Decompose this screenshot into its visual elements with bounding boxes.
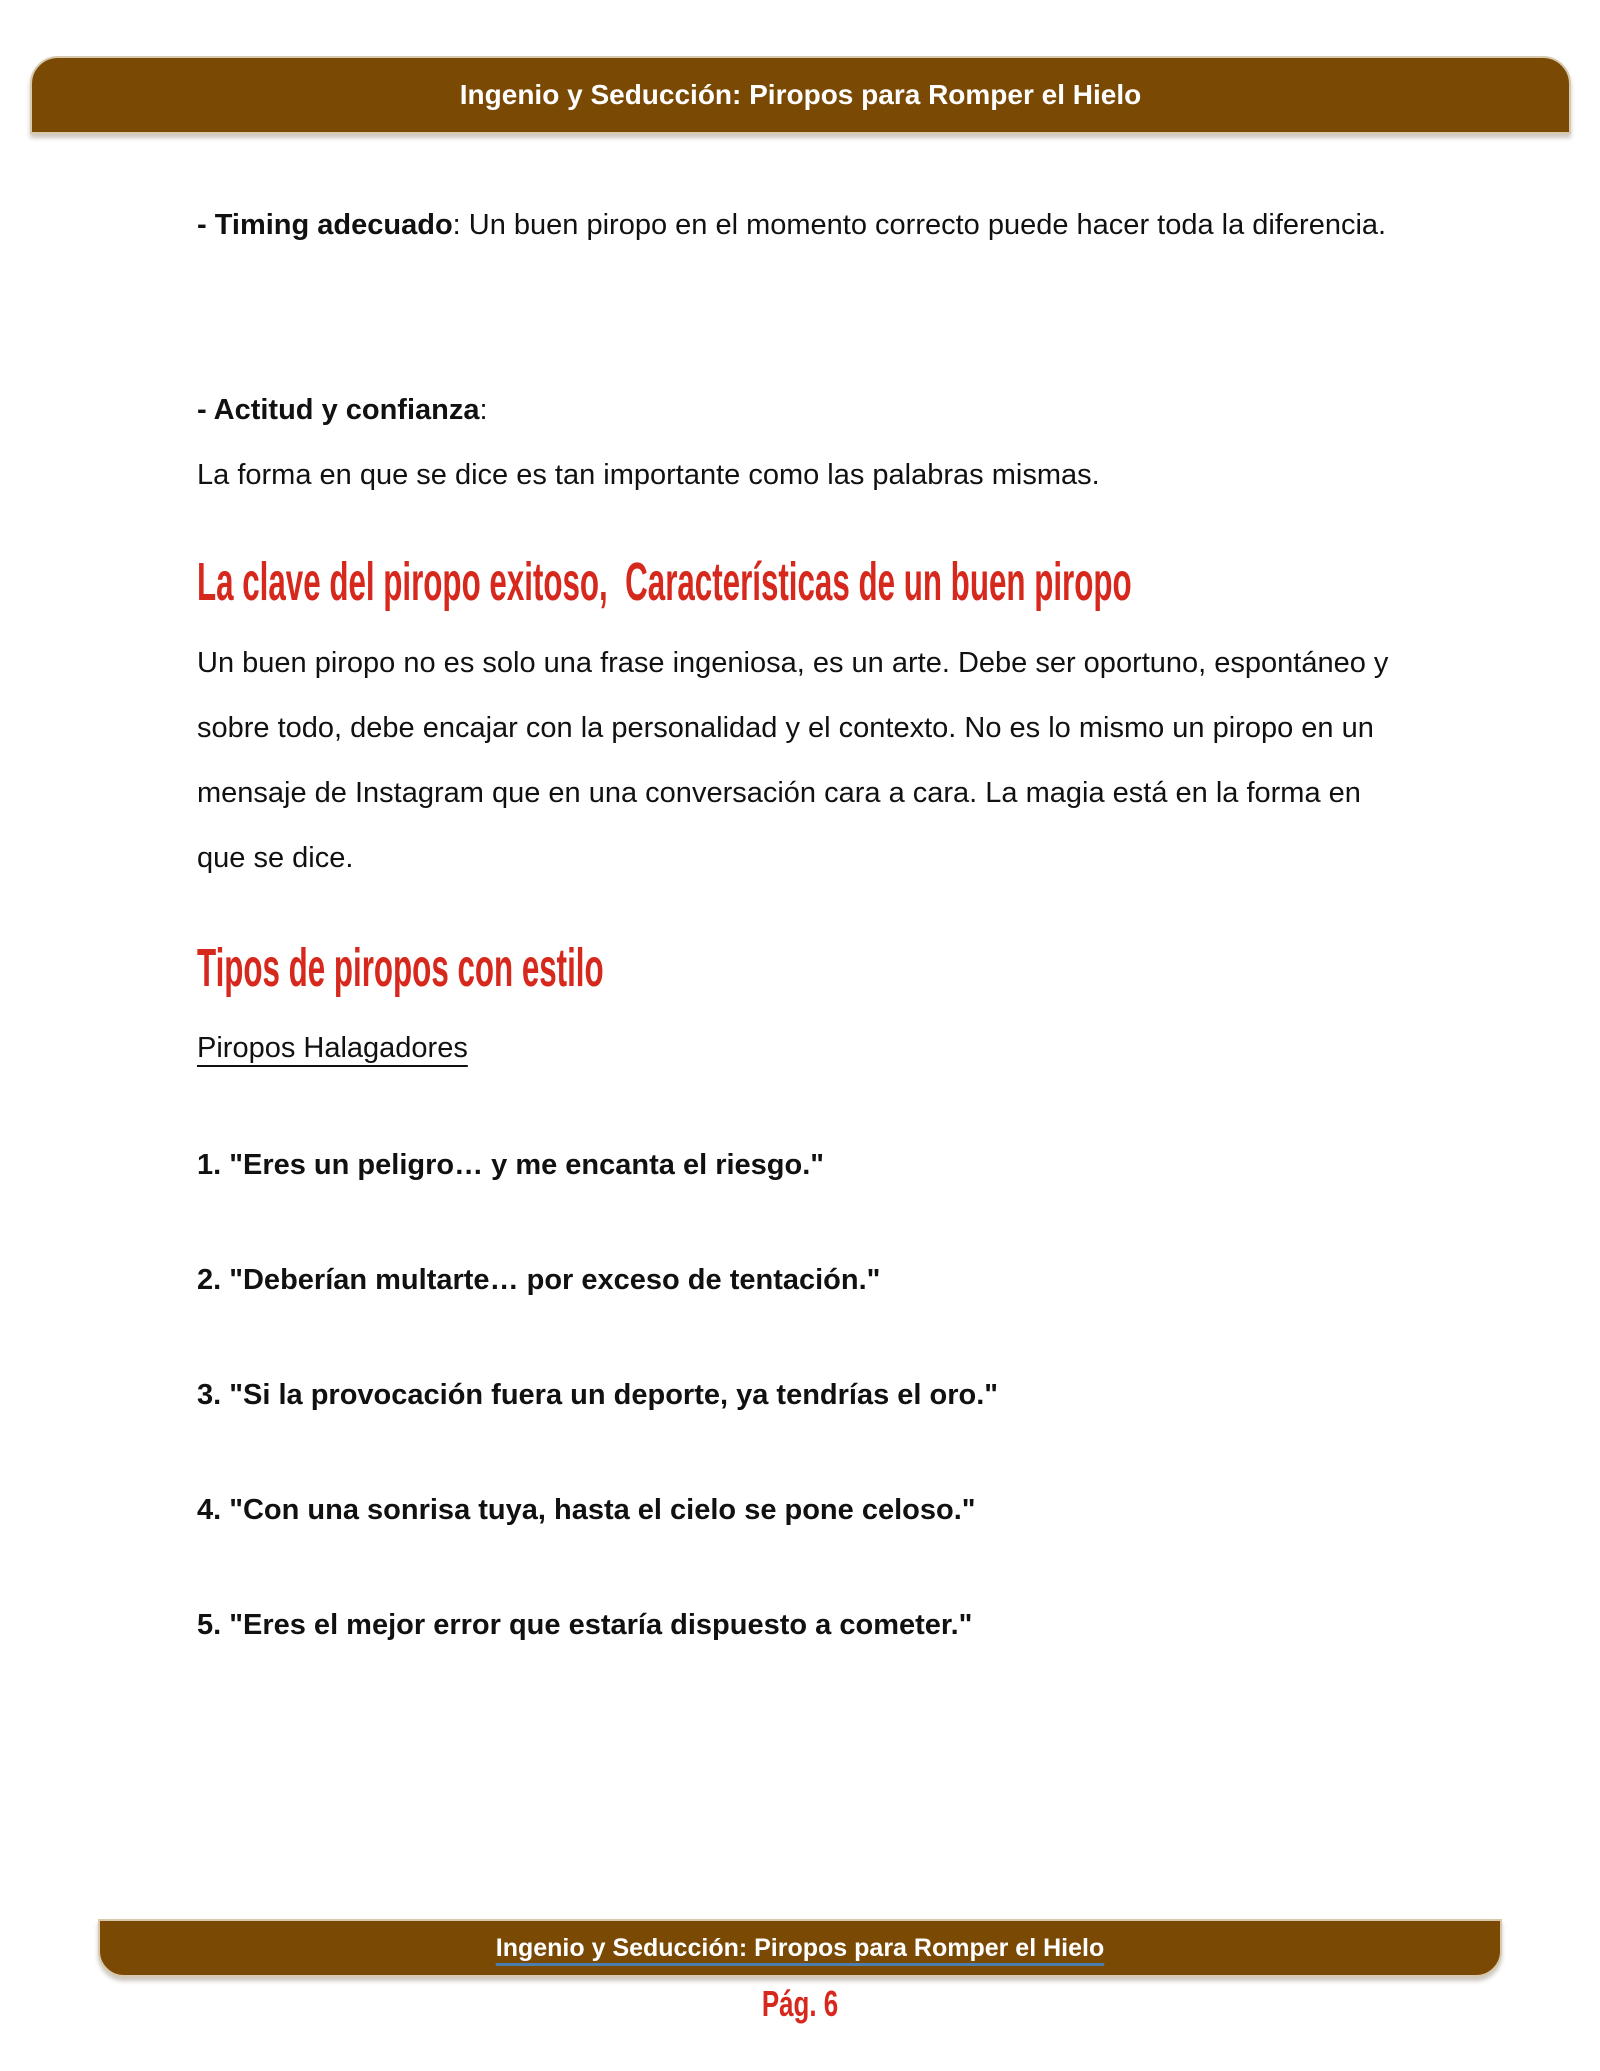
list-item: 4. "Con una sonrisa tuya, hasta el cielo se pone celoso." xyxy=(197,1494,976,1526)
paragraph-buen-piropo: Un buen piropo no es solo una frase ingeniosa, es un arte. Debe ser oportuno, espontáneo y sobre todo, debe encajar con la personalidad y el contexto. No es lo mismo un piropo en un mensaje de Instagram que en una conversación cara a cara. La magia está en la forma en que se dice. xyxy=(197,647,1389,874)
page-number xyxy=(0,1983,1600,2025)
bullet-timing-label: - Timing adecuado xyxy=(197,209,453,241)
header-title: Ingenio y Seducción: Piropos para Romper el Hielo xyxy=(459,79,1142,110)
section-heading-tipos-text: Tipos de piropos con estilo xyxy=(197,938,604,998)
subheading-text: Piropos Halagadores xyxy=(197,1032,468,1064)
header-banner xyxy=(30,56,1571,134)
list-item: 1. "Eres un peligro… y me encanta el riesgo." xyxy=(197,1149,825,1181)
bullet-actitud-line1 xyxy=(197,378,1410,443)
footer-title-link[interactable]: Ingenio y Seducción: Piropos para Romper el Hielo xyxy=(495,1933,1105,1962)
bullet-timing-text: : Un buen piropo en el momento correcto puede hacer toda la diferencia. xyxy=(452,209,1387,241)
footer-banner xyxy=(98,1919,1502,1977)
page-number-text: Pág. 6 xyxy=(761,1983,839,2024)
section-heading-clave xyxy=(197,552,1547,612)
bullet-actitud xyxy=(197,378,1410,508)
section-heading-clave-text: La clave del piropo exitoso, Características de un buen piropo xyxy=(197,552,1132,612)
bullet-actitud-colon: : xyxy=(479,394,488,426)
section-heading-tipos xyxy=(197,938,1547,998)
piropos-list xyxy=(197,1133,1410,1708)
bullet-actitud-label: - Actitud y confianza xyxy=(197,394,480,426)
bullet-actitud-line2: La forma en que se dice es tan importante como las palabras mismas. xyxy=(197,459,1100,491)
list-item: 3. "Si la provocación fuera un deporte, ya tendrías el oro." xyxy=(197,1379,999,1411)
bullet-timing xyxy=(197,193,1410,258)
list-item: 5. "Eres el mejor error que estaría dispuesto a cometer." xyxy=(197,1609,973,1641)
subheading-piropos-halagadores xyxy=(197,1016,1410,1081)
list-item: 2. "Deberían multarte… por exceso de tentación." xyxy=(197,1264,881,1296)
